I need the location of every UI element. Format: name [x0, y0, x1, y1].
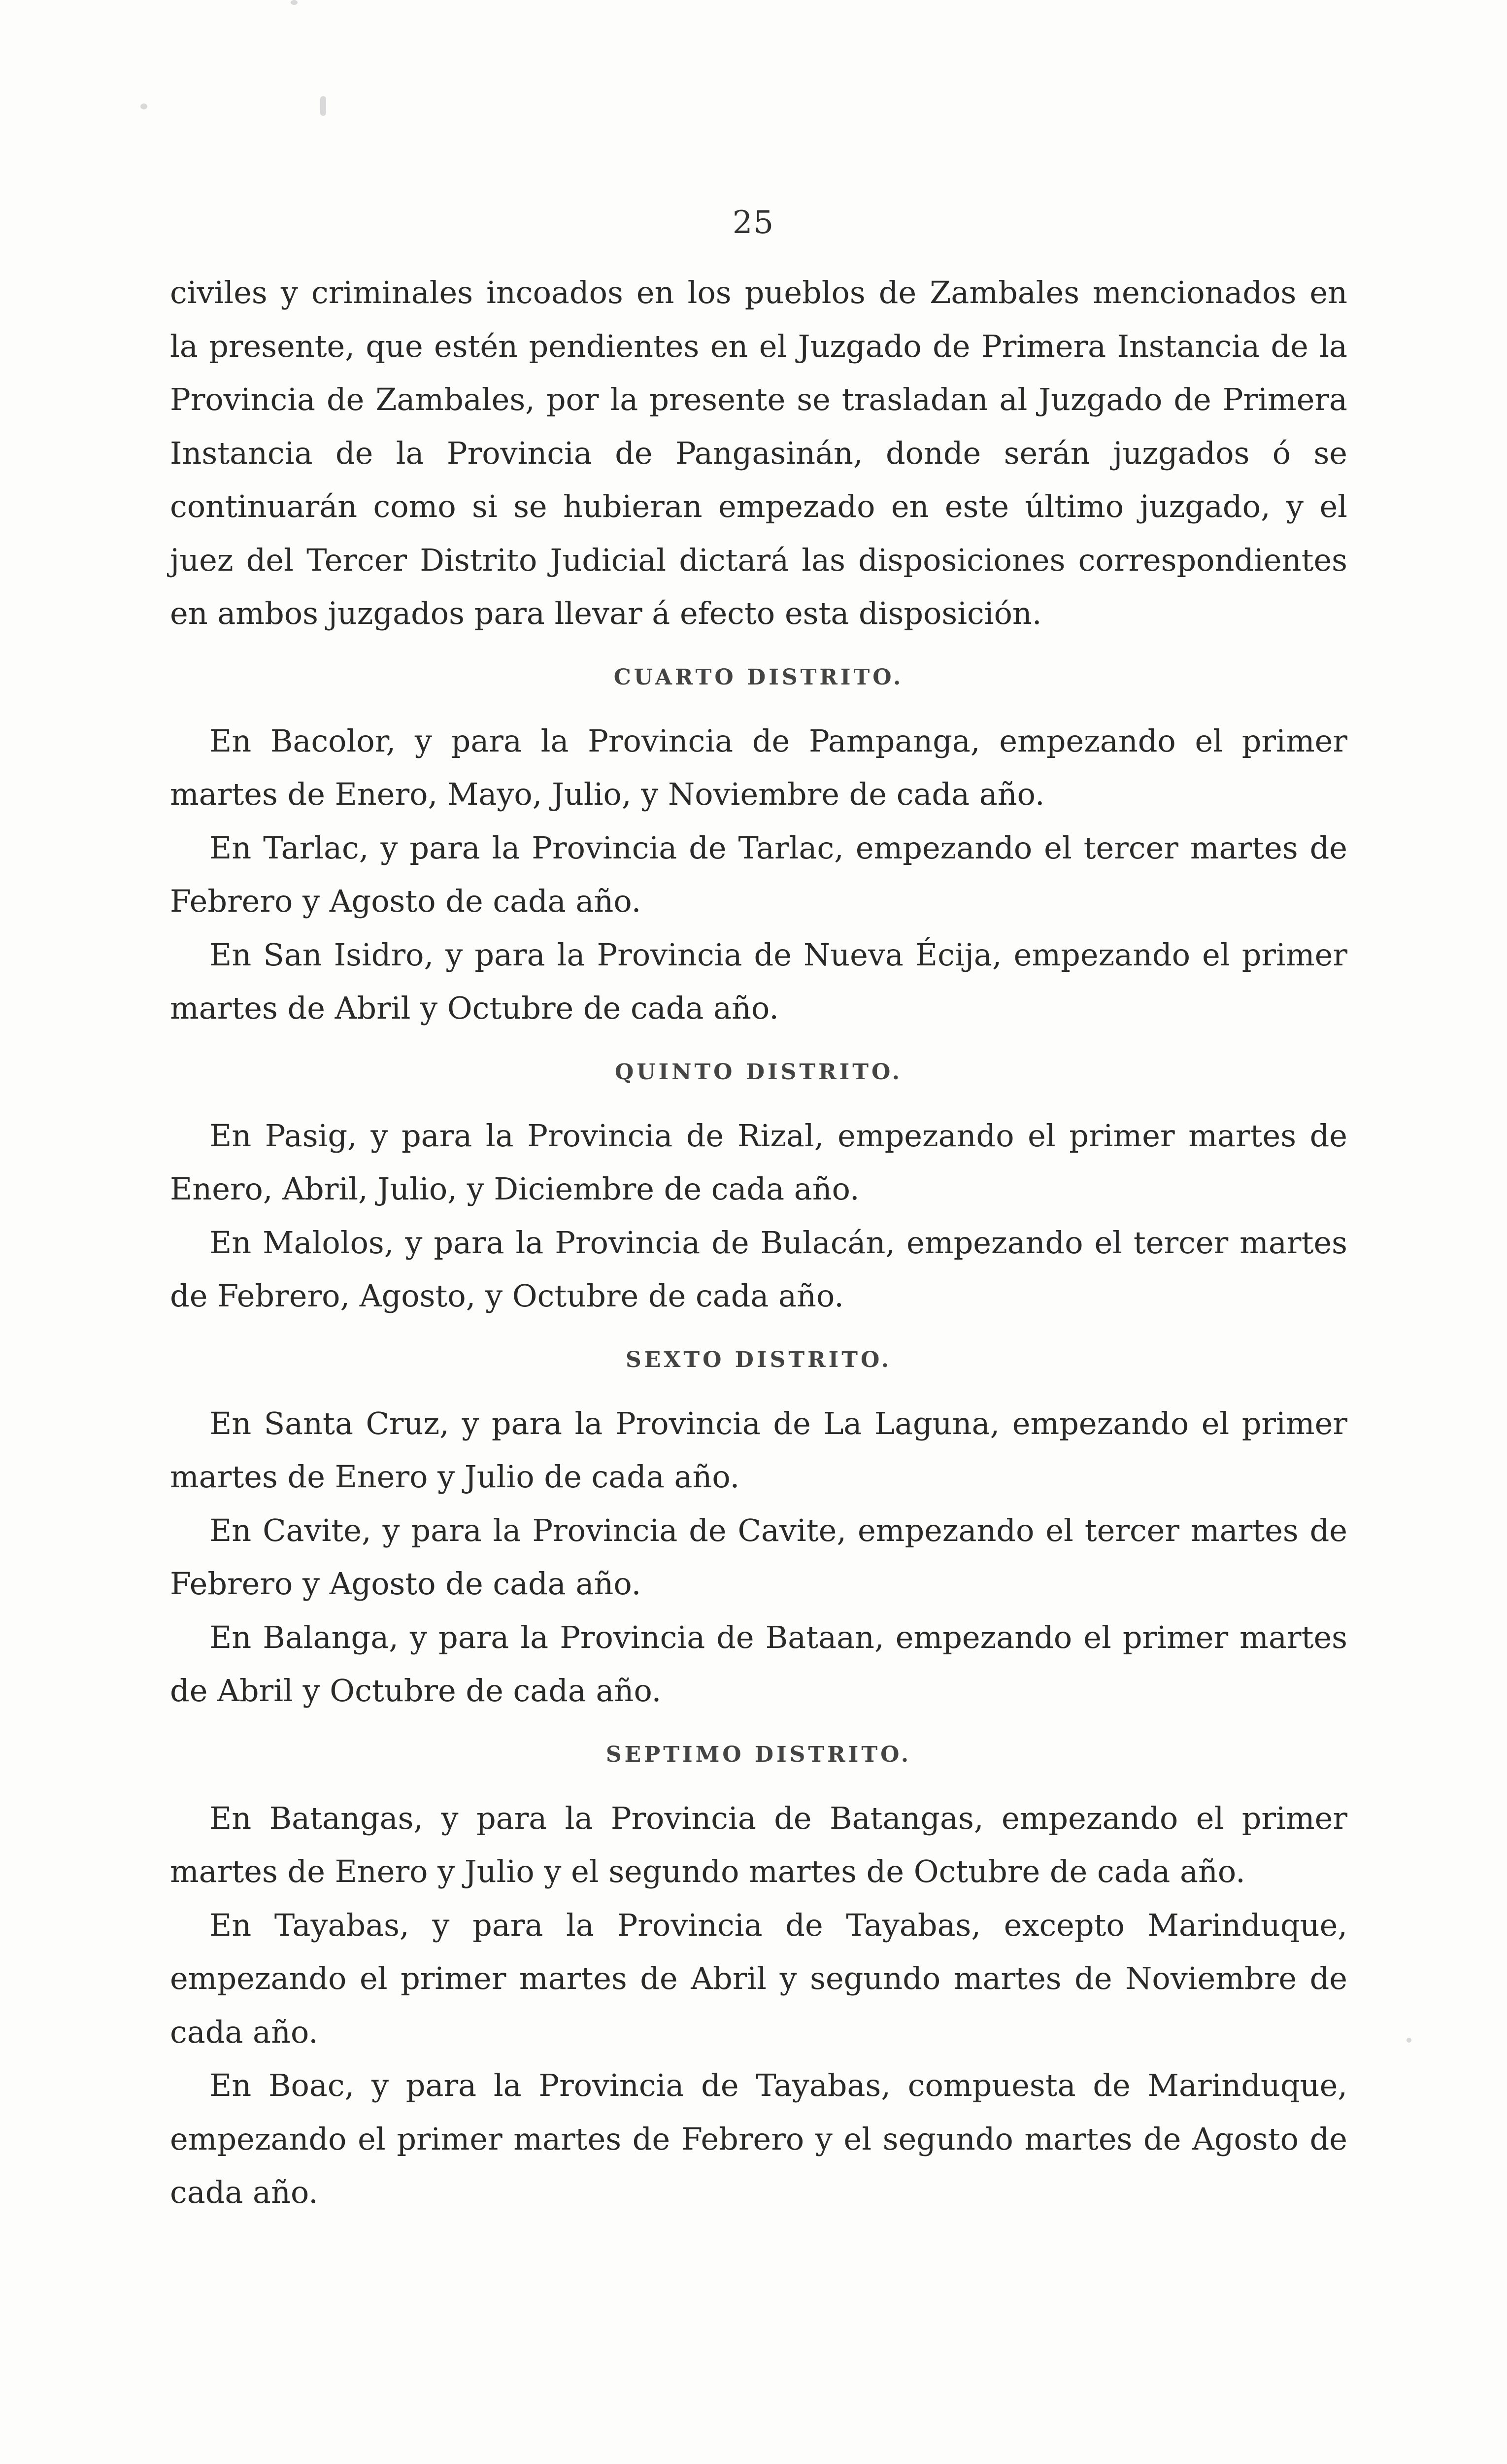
section-heading-sexto: SEXTO DISTRITO. [625, 1347, 892, 1372]
continued-paragraph: civiles y criminales incoados en los pueblos de Zambales mencionados en la presente, que estén pendientes en el Juzgado de Primera Instancia de la Provincia de Zambales, por la presente se trasladan al Juzgado de Primera Instancia de la Provincia de Pangasinán, donde serán juzgados ó se continuarán como si se hubieran empezado en este último juzgado, y el juez del Tercer Distrito Judicial dictará las disposiciones correspondientes en ambos juzgados para llevar á efecto esta disposición. [170, 274, 1347, 631]
section-heading-septimo: SEPTIMO DISTRITO. [605, 1742, 912, 1767]
section-heading-cuarto: CUARTO DISTRITO. [613, 664, 904, 690]
paragraph: En Batangas, y para la Provincia de Batangas, empezando el primer martes de Enero y Julio y el segundo martes de Octubre de cada año. [170, 1800, 1347, 1889]
paragraph: En Boac, y para la Provincia de Tayabas, compuesta de Marinduque, empezando el primer martes de Febrero y el segundo martes de Agosto de cada año. [170, 2067, 1347, 2210]
paragraph: En Balanga, y para la Provincia de Bataan, empezando el primer martes de Abril y Octubre de cada año. [170, 1619, 1347, 1709]
scan-speck [320, 96, 326, 116]
paragraph: En Pasig, y para la Provincia de Rizal, empezando el primer martes de Enero, Abril, Julio, y Diciembre de cada año. [170, 1117, 1347, 1207]
scan-speck [1407, 2038, 1411, 2043]
paragraph: En Cavite, y para la Provincia de Cavite, empezando el tercer martes de Febrero y Agosto de cada año. [170, 1512, 1347, 1602]
page-number: 25 [732, 205, 775, 241]
section-heading-quinto: QUINTO DISTRITO. [614, 1059, 903, 1085]
paragraph: En Santa Cruz, y para la Provincia de La Laguna, empezando el primer martes de Enero y Julio de cada año. [170, 1405, 1347, 1495]
paragraph: En Tayabas, y para la Provincia de Tayabas, excepto Marinduque, empezando el primer martes de Abril y segundo martes de Noviembre de cada año. [170, 1907, 1347, 2050]
paragraph: En San Isidro, y para la Provincia de Nueva Écija, empezando el primer martes de Abril y Octubre de cada año. [170, 936, 1347, 1026]
scan-speck [291, 0, 298, 5]
paragraph: En Bacolor, y para la Provincia de Pampanga, empezando el primer martes de Enero, Mayo, Julio, y Noviembre de cada año. [170, 722, 1347, 812]
paragraph: En Malolos, y para la Provincia de Bulacán, empezando el tercer martes de Febrero, Agosto, y Octubre de cada año. [170, 1224, 1347, 1314]
body-text [170, 266, 1347, 2220]
paragraph: En Tarlac, y para la Provincia de Tarlac, empezando el tercer martes de Febrero y Agosto de cada año. [170, 829, 1347, 919]
scan-speck [140, 103, 147, 109]
